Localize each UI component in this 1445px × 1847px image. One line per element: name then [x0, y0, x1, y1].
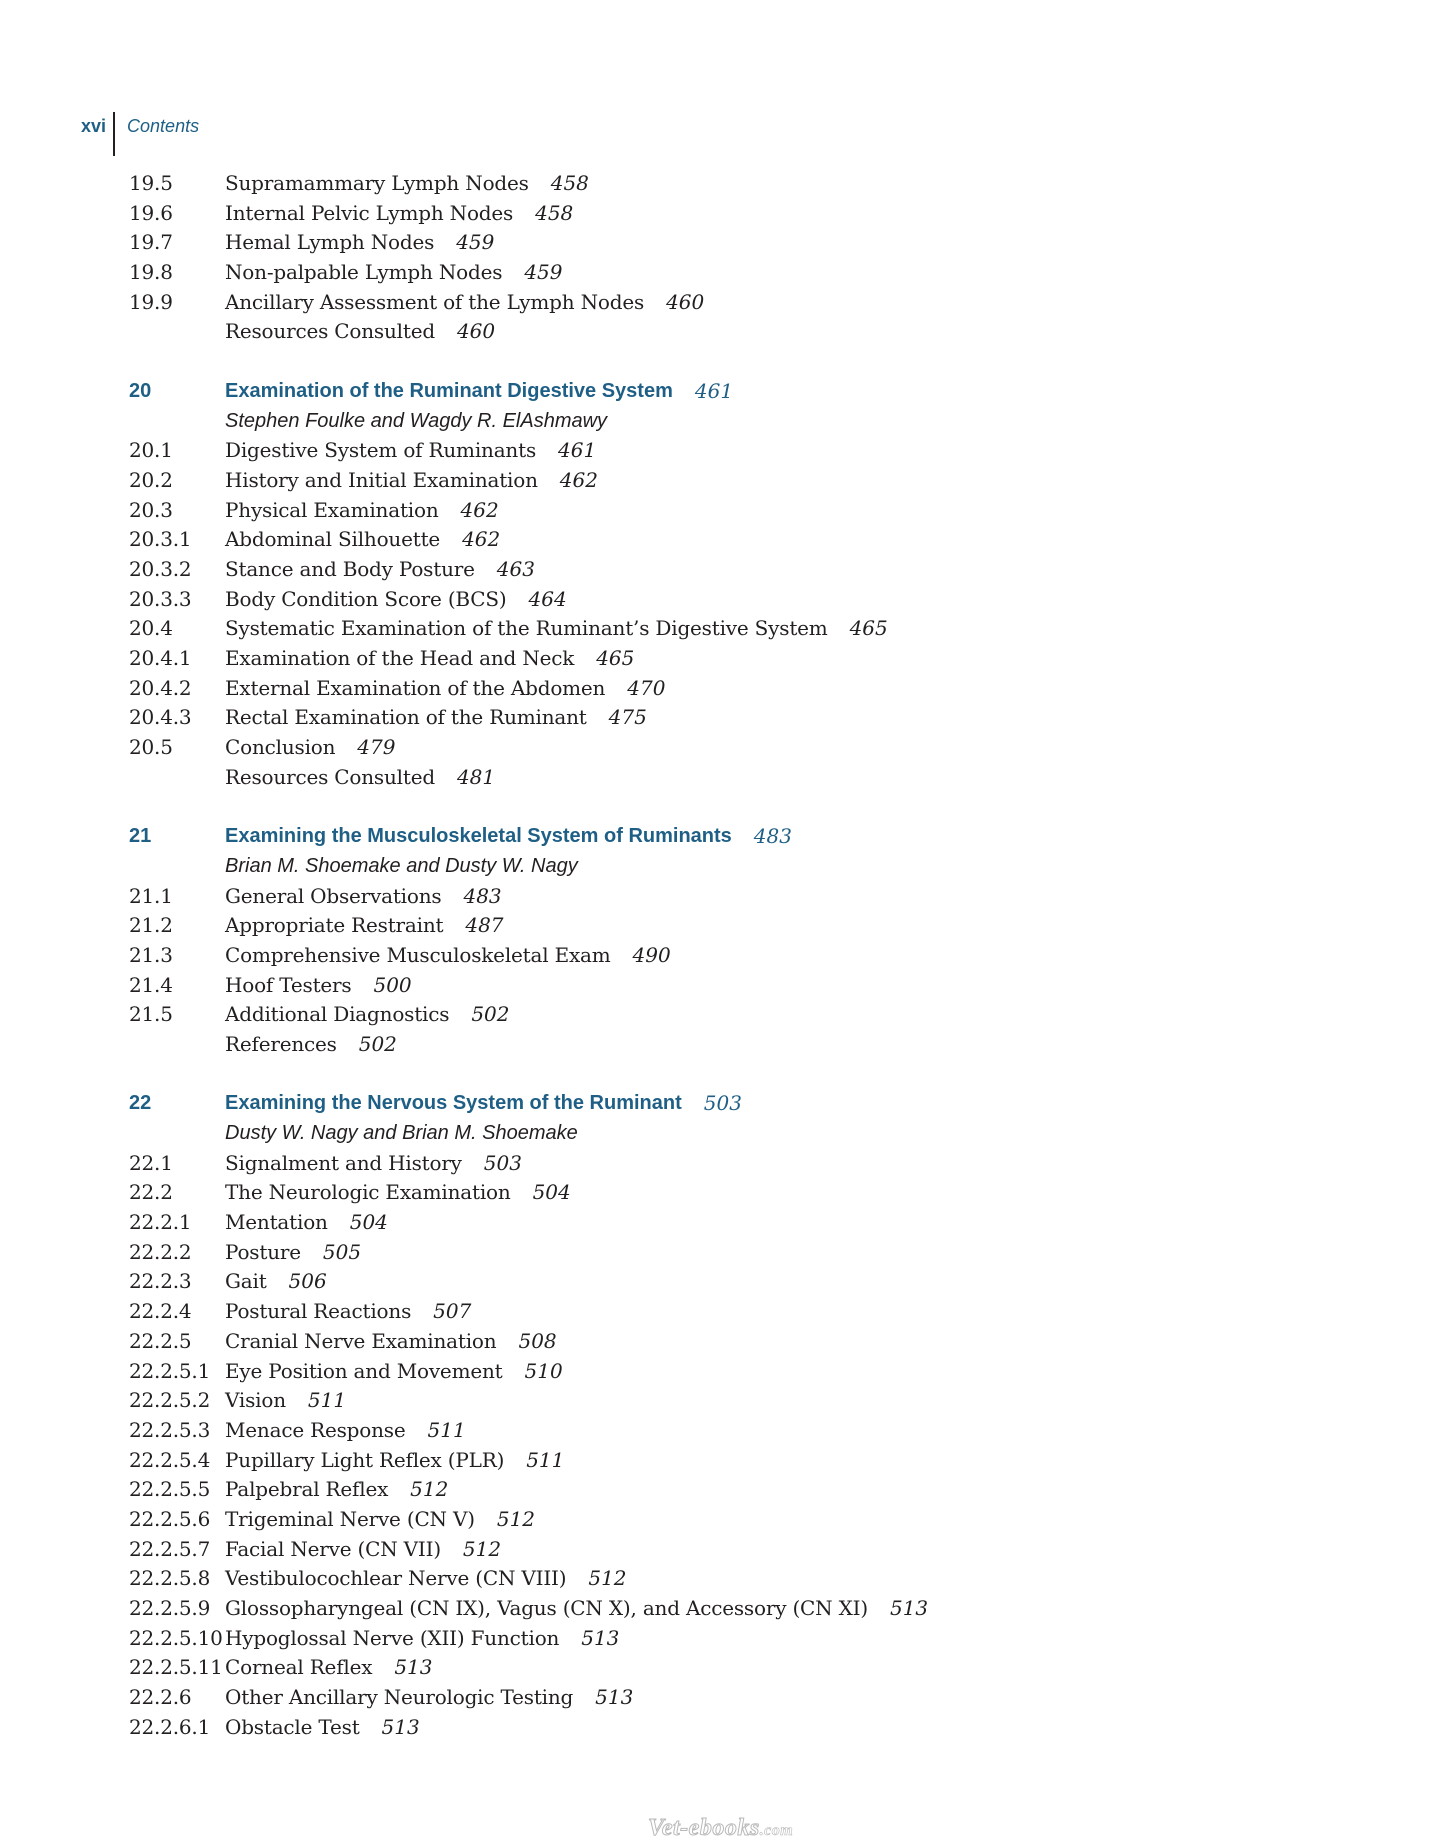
entry-number	[129, 1030, 225, 1060]
toc-entry	[129, 703, 1329, 733]
entry-page-number: 475	[608, 705, 647, 730]
entry-number: 22.2.5.3	[129, 1417, 211, 1442]
entry-page-number: 462	[462, 527, 501, 552]
entry-page-number: 462	[559, 467, 598, 492]
entry-page-number: 503	[703, 1091, 742, 1116]
entry-page-number: 459	[524, 260, 563, 285]
entry-title: Hemal Lymph Nodes	[225, 230, 435, 255]
entry-title: Appropriate Restraint	[225, 913, 444, 938]
entry-page-number: 458	[535, 200, 574, 225]
entry-page-number: 506	[288, 1269, 327, 1294]
watermark-suffix: .com	[759, 1822, 794, 1839]
entry-page-number: 503	[483, 1150, 522, 1175]
entry-number: 22.2.5.5	[129, 1477, 211, 1502]
entry-page-number: 465	[596, 646, 635, 670]
entry-number: 22.2.5.6	[129, 1506, 211, 1531]
toc-entry	[129, 1267, 1329, 1297]
entry-title: References	[225, 1031, 337, 1056]
chapter-heading	[129, 822, 1329, 852]
toc-entry	[129, 1653, 1329, 1683]
entry-number: 22.2.5.10	[129, 1625, 223, 1650]
entry-title: Abdominal Silhouette	[225, 527, 441, 552]
watermark-text: Vet-ebooks	[648, 1815, 760, 1841]
entry-number: 20.3.2	[129, 556, 192, 581]
entry-page-number: 512	[462, 1536, 502, 1561]
toc-entry	[129, 911, 1329, 941]
entry-page-number: 511	[307, 1388, 347, 1413]
section-gap	[129, 1060, 1329, 1090]
entry-page-number: 460	[666, 289, 705, 314]
toc-entry	[129, 1564, 1329, 1594]
toc-entry	[129, 1238, 1329, 1268]
entry-page-number: 512	[496, 1506, 536, 1531]
entry-number	[129, 1119, 225, 1149]
entry-title: Comprehensive Musculoskeletal Exam	[225, 942, 611, 967]
running-head-title: Contents	[127, 116, 200, 136]
toc-entry	[129, 674, 1329, 704]
toc-entry	[129, 317, 1329, 347]
entry-number: 22.2.5.9	[129, 1596, 211, 1620]
entry-number	[129, 763, 225, 793]
entry-title: Ancillary Assessment of the Lymph Nodes	[225, 289, 645, 314]
entry-number: 20.4.2	[129, 675, 192, 700]
entry-number: 22.2.3	[129, 1269, 192, 1294]
toc-entry	[129, 941, 1329, 971]
entry-title: Vestibulocochlear Nerve (CN VIII)	[225, 1566, 567, 1591]
entry-number: 20.3.3	[129, 586, 192, 611]
toc-entry	[129, 1683, 1329, 1713]
entry-number: 20.1	[129, 438, 173, 463]
entry-page-number: 487	[465, 913, 504, 938]
entry-page-number: 500	[373, 972, 412, 997]
entry-number: 19.6	[129, 200, 173, 225]
entry-number: 22.2.5.2	[129, 1388, 211, 1413]
entry-page-number: 513	[381, 1714, 420, 1739]
toc-entry	[129, 1416, 1329, 1446]
entry-number: 22.2.5.7	[129, 1536, 211, 1561]
entry-title: History and Initial Examination	[225, 467, 538, 492]
toc-entry	[129, 1475, 1329, 1505]
toc-entry	[129, 436, 1329, 466]
entry-page-number: 479	[357, 735, 396, 760]
entry-page-number: 504	[349, 1210, 388, 1235]
section-gap	[129, 792, 1329, 822]
author-names: Brian M. Shoemake and Dusty W. Nagy	[225, 854, 578, 877]
entry-page-number: 510	[524, 1358, 563, 1383]
toc-entry	[129, 1357, 1329, 1387]
toc-entry	[129, 1624, 1329, 1654]
entry-title: Examination of the Head and Neck	[225, 646, 575, 670]
toc-entry	[129, 1327, 1329, 1357]
entry-number: 22	[129, 1092, 152, 1115]
entry-number: 22.1	[129, 1150, 173, 1175]
entry-page-number: 504	[532, 1180, 571, 1205]
entry-page-number: 502	[471, 1002, 510, 1027]
chapter-authors	[129, 407, 1329, 437]
entry-title: Examining the Musculoskeletal System of Ruminants	[225, 825, 732, 848]
entry-number: 19.5	[129, 171, 173, 195]
entry-number: 21.2	[129, 913, 173, 938]
toc-entry	[129, 1297, 1329, 1327]
entry-title: Non-palpable Lymph Nodes	[225, 260, 503, 285]
toc-entry	[129, 169, 1329, 199]
entry-page-number: 508	[518, 1328, 557, 1353]
table-of-contents	[129, 169, 1329, 1742]
entry-title: Supramammary Lymph Nodes	[225, 171, 529, 195]
entry-number: 20.4.1	[129, 646, 192, 670]
entry-number: 21	[129, 825, 152, 848]
toc-entry	[129, 1505, 1329, 1535]
entry-number: 21.5	[129, 1002, 173, 1027]
entry-title: Body Condition Score (BCS)	[225, 586, 507, 611]
entry-number: 22.2.5.8	[129, 1566, 211, 1591]
toc-entry	[129, 763, 1329, 793]
entry-number	[129, 407, 225, 437]
entry-page-number: 511	[427, 1417, 466, 1442]
entry-title: Stance and Body Posture	[225, 556, 475, 581]
toc-entry	[129, 496, 1329, 526]
entry-number: 22.2.2	[129, 1239, 192, 1264]
page-number: xvi	[81, 112, 115, 156]
toc-entry	[129, 466, 1329, 496]
entry-number: 22.2.4	[129, 1299, 192, 1324]
entry-title: The Neurologic Examination	[225, 1180, 511, 1205]
toc-entry	[129, 1000, 1329, 1030]
entry-page-number: 461	[558, 438, 597, 463]
toc-entry	[129, 1386, 1329, 1416]
entry-page-number: 505	[322, 1239, 362, 1264]
entry-page-number: 458	[550, 171, 589, 195]
chapter-heading	[129, 377, 1329, 407]
author-names: Dusty W. Nagy and Brian M. Shoemake	[225, 1122, 578, 1144]
entry-page-number: 460	[456, 319, 496, 344]
entry-title: External Examination of the Abdomen	[225, 675, 606, 700]
entry-number: 20.3.1	[129, 527, 192, 552]
entry-number: 22.2.5	[129, 1328, 192, 1353]
entry-title: Glossopharyngeal (CN IX), Vagus (CN X), and Accessory (CN XI)	[225, 1596, 868, 1620]
entry-number: 20.4.3	[129, 705, 192, 730]
entry-number: 21.3	[129, 942, 173, 967]
entry-title: Examining the Nervous System of the Ruminant	[225, 1092, 682, 1115]
chapter-authors	[129, 852, 1329, 882]
entry-page-number: 490	[632, 942, 671, 967]
entry-title: Conclusion	[225, 735, 336, 760]
entry-number: 22.2.5.11	[129, 1655, 223, 1680]
toc-entry	[129, 288, 1329, 318]
entry-page-number: 513	[595, 1685, 634, 1710]
entry-title: Pupillary Light Reflex (PLR)	[225, 1447, 505, 1472]
entry-page-number: 507	[433, 1299, 472, 1324]
toc-entry	[129, 971, 1329, 1001]
entry-number: 20.3	[129, 497, 173, 522]
entry-title: Systematic Examination of the Ruminant’s Digestive System	[225, 616, 828, 641]
entry-page-number: 463	[496, 556, 535, 581]
entry-title: Digestive System of Ruminants	[225, 438, 537, 463]
entry-number: 19.8	[129, 260, 173, 285]
entry-title: Other Ancillary Neurologic Testing	[225, 1685, 574, 1710]
entry-page-number: 470	[627, 675, 666, 700]
entry-title: Internal Pelvic Lymph Nodes	[225, 200, 514, 225]
entry-title: Mentation	[225, 1210, 328, 1235]
entry-number	[129, 852, 225, 882]
entry-title: Hoof Testers	[225, 972, 352, 997]
toc-entry	[129, 733, 1329, 763]
running-head	[81, 112, 199, 156]
toc-entry	[129, 258, 1329, 288]
toc-entry	[129, 585, 1329, 615]
toc-entry	[129, 1208, 1329, 1238]
entry-title: Examination of the Ruminant Digestive System	[225, 379, 673, 402]
toc-entry	[129, 1535, 1329, 1565]
entry-number: 22.2.1	[129, 1210, 192, 1235]
entry-title: Resources Consulted	[225, 319, 435, 344]
toc-entry	[129, 1713, 1329, 1743]
entry-page-number: 459	[456, 230, 495, 255]
entry-page-number: 512	[588, 1566, 627, 1591]
entry-page-number: 464	[528, 586, 567, 611]
entry-page-number: 483	[753, 824, 792, 849]
entry-title: Facial Nerve (CN VII)	[225, 1536, 441, 1561]
toc-entry	[129, 555, 1329, 585]
entry-title: Resources Consulted	[225, 764, 435, 789]
toc-entry	[129, 1594, 1329, 1624]
entry-page-number: 511	[526, 1447, 565, 1472]
chapter-authors	[129, 1119, 1329, 1149]
entry-title: Vision	[225, 1388, 286, 1413]
entry-title: Eye Position and Movement	[225, 1358, 503, 1383]
entry-page-number: 513	[889, 1596, 929, 1620]
entry-number: 22.2.5.1	[129, 1358, 211, 1383]
entry-title: Postural Reactions	[225, 1299, 412, 1324]
watermark-logo	[648, 1815, 793, 1842]
entry-title: Trigeminal Nerve (CN V)	[225, 1506, 475, 1531]
entry-number: 19.7	[129, 230, 173, 255]
entry-number: 21.1	[129, 883, 173, 908]
chapter-heading	[129, 1089, 1329, 1119]
entry-number: 20.2	[129, 467, 173, 492]
entry-title: General Observations	[225, 883, 442, 908]
entry-page-number: 465	[849, 616, 888, 641]
entry-page-number: 512	[410, 1477, 449, 1502]
entry-number	[129, 317, 225, 347]
entry-title: Palpebral Reflex	[225, 1477, 389, 1502]
entry-page-number: 483	[463, 883, 502, 908]
toc-entry	[129, 199, 1329, 229]
entry-title: Hypoglossal Nerve (XII) Function	[225, 1625, 560, 1650]
entry-title: Obstacle Test	[225, 1714, 360, 1739]
entry-number: 20.4	[129, 616, 173, 641]
author-names: Stephen Foulke and Wagdy R. ElAshmawy	[225, 409, 608, 432]
section-gap	[129, 347, 1329, 377]
entry-title: Posture	[225, 1239, 301, 1264]
entry-title: Physical Examination	[225, 497, 439, 522]
toc-entry	[129, 1030, 1329, 1060]
entry-page-number: 461	[694, 378, 734, 403]
entry-page-number: 513	[581, 1625, 620, 1650]
entry-number: 22.2.6.1	[129, 1714, 211, 1739]
entry-page-number: 502	[358, 1031, 397, 1056]
entry-title: Signalment and History	[225, 1150, 462, 1175]
entry-title: Rectal Examination of the Ruminant	[225, 705, 587, 730]
entry-title: Corneal Reflex	[225, 1655, 373, 1680]
entry-page-number: 513	[394, 1655, 433, 1680]
entry-page-number: 481	[456, 764, 496, 789]
toc-entry	[129, 644, 1329, 674]
entry-number: 22.2.5.4	[129, 1447, 211, 1472]
entry-number: 22.2.6	[129, 1685, 192, 1710]
entry-title: Additional Diagnostics	[225, 1002, 450, 1027]
entry-number: 19.9	[129, 289, 173, 314]
toc-entry	[129, 882, 1329, 912]
entry-number: 20	[129, 379, 152, 402]
entry-number: 22.2	[129, 1180, 173, 1205]
entry-number: 21.4	[129, 972, 173, 997]
toc-entry	[129, 1178, 1329, 1208]
toc-entry	[129, 614, 1329, 644]
toc-entry	[129, 525, 1329, 555]
toc-entry	[129, 1149, 1329, 1179]
toc-entry	[129, 1446, 1329, 1476]
entry-title: Gait	[225, 1269, 267, 1294]
entry-title: Cranial Nerve Examination	[225, 1328, 497, 1353]
entry-title: Menace Response	[225, 1417, 406, 1442]
entry-page-number: 462	[460, 497, 499, 522]
entry-number: 20.5	[129, 735, 173, 760]
toc-entry	[129, 228, 1329, 258]
